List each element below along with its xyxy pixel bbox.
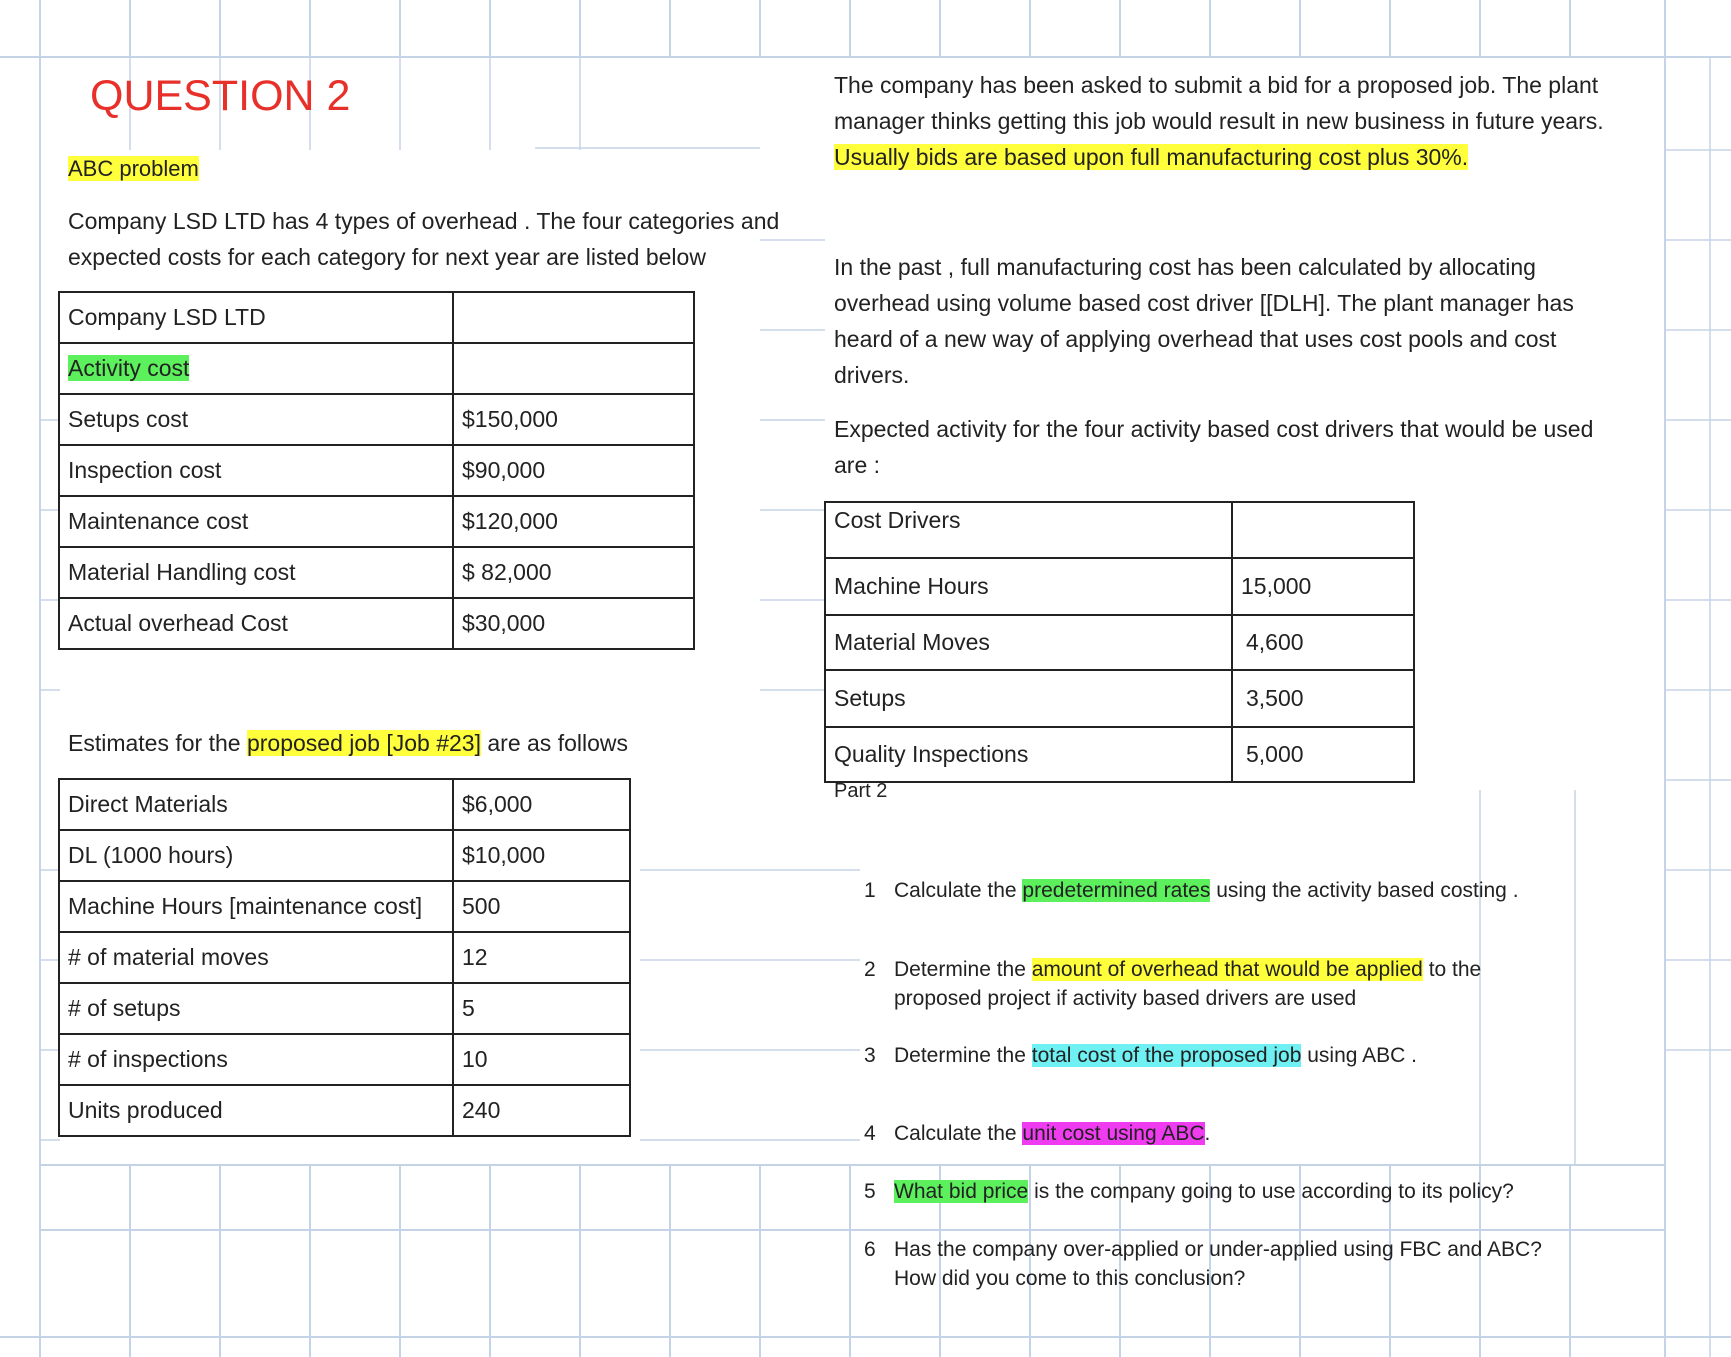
intro-line-2: expected costs for each category for next year are listed below [68,244,706,270]
table-cell-value: $6,000 [453,779,630,830]
table-cell-value: 12 [453,932,630,983]
task-highlight: predetermined rates [1022,879,1211,902]
task-text-post: using the activity based costing . [1210,879,1519,902]
table-cell-value: $150,000 [453,394,694,445]
task-item [864,1235,1564,1295]
task-text-pre: Calculate the [894,1122,1023,1145]
bid-para-line-2: manager thinks getting this job would result in new business in future years. [834,108,1604,134]
task-text-post: . [1204,1122,1211,1145]
table-cell-label: Maintenance cost [59,496,453,547]
task-number: 5 [864,1180,876,1203]
table-cell-value: $10,000 [453,830,630,881]
table-row [59,496,694,547]
table-row [59,983,630,1034]
task-text: Has the company over-applied or under-applied using FBC and ABC? [894,1238,1542,1261]
table-row [825,615,1414,670]
table-cell-label: Machine Hours [825,558,1232,615]
task-text-line-2: proposed project if activity based drivers are used [894,987,1357,1010]
history-para-line-4: drivers. [834,362,910,388]
table-cell-value: 5 [453,983,630,1034]
subtitle-highlight: ABC problem [68,156,199,181]
table-cell-value: 15,000 [1232,558,1414,615]
estimates-highlight: proposed job [Job #23] [246,730,481,756]
task-number: 2 [864,958,876,981]
task-text-pre: Calculate the [894,879,1023,902]
task-item [864,955,1564,1015]
table-cell-value: $30,000 [453,598,694,649]
task-text-post: using ABC . [1301,1044,1417,1067]
table-cell-value: 240 [453,1085,630,1136]
table-row [59,830,630,881]
activity-cost-table [58,291,695,650]
estimates-pre: Estimates for the [68,730,247,756]
job-estimates-table [58,778,631,1137]
task-number: 6 [864,1238,876,1261]
bid-policy-highlight: Usually bids are based upon full manufacturing cost plus 30%. [834,144,1469,170]
task-item [864,876,1564,906]
task-text-pre: Determine the [894,1044,1032,1067]
task-item [864,1177,1564,1207]
table-row [59,598,694,649]
bid-para-line-1: The company has been asked to submit a bid for a proposed job. The plant [834,72,1599,98]
table-row [59,394,694,445]
table-header-cell: Cost Drivers [825,502,1232,558]
task-highlight: amount of overhead that would be applied [1031,958,1423,981]
task-text-post: to the [1422,958,1482,981]
estimates-heading [68,725,628,761]
table-cell-label: Machine Hours [maintenance cost] [59,881,453,932]
table-cell-label: Quality Inspections [825,727,1232,782]
task-text-line-2: How did you come to this conclusion? [894,1267,1246,1290]
task-number: 3 [864,1044,876,1067]
table-cell-label: # of setups [59,983,453,1034]
table-row [59,343,694,394]
table-cell-label: Material Handling cost [59,547,453,598]
table-row [59,292,694,343]
table-cell-value: 10 [453,1034,630,1085]
history-para-line-1: In the past , full manufacturing cost has been calculated by allocating [834,254,1536,280]
table-cell-value: $90,000 [453,445,694,496]
subtitle [68,151,199,187]
task-item [864,1119,1564,1149]
table-cell-value: 5,000 [1232,727,1414,782]
task-number: 1 [864,879,876,902]
table-cell-label: Setups cost [59,394,453,445]
bid-para-line-3 [834,139,1468,175]
task-text-pre: Determine the [894,958,1032,981]
task-item [864,1041,1564,1071]
table-header-cell: Company LSD LTD [59,292,453,343]
table-row [825,502,1414,558]
table-row [825,670,1414,727]
task-highlight: total cost of the proposed job [1031,1044,1302,1067]
activity-para-line-2: are : [834,452,881,478]
history-para-line-3: heard of a new way of applying overhead that uses cost pools and cost [834,326,1557,352]
page-title: QUESTION 2 [90,72,351,120]
task-text [894,1041,1417,1070]
table-cell-label: Material Moves [825,615,1232,670]
table-cell-value: $120,000 [453,496,694,547]
estimates-post: are as follows [480,730,628,756]
task-highlight: What bid price [894,1180,1029,1203]
table-cell-value: $ 82,000 [453,547,694,598]
table-row [59,1034,630,1085]
task-text [894,1177,1514,1206]
table-row [59,881,630,932]
table-cell-label: # of material moves [59,932,453,983]
table-cell [1232,502,1414,558]
table-cell [453,343,694,394]
table-cell-label: Actual overhead Cost [59,598,453,649]
table-section-cell [59,343,453,394]
table-cell-label: Units produced [59,1085,453,1136]
table-cell-value: 3,500 [1232,670,1414,727]
table-cell [453,292,694,343]
table-row [59,779,630,830]
table-row [825,727,1414,782]
task-text-post: is the company going to use according to its policy? [1028,1180,1514,1203]
table-row [59,932,630,983]
task-text [894,955,1481,984]
activity-para-line-1: Expected activity for the four activity based cost drivers that would be used [834,416,1594,442]
part-label: Part 2 [834,780,888,802]
table-row [59,445,694,496]
table-cell-value: 500 [453,881,630,932]
activity-cost-highlight: Activity cost [68,355,190,381]
table-cell-label: DL (1000 hours) [59,830,453,881]
task-highlight: unit cost using ABC [1022,1122,1205,1145]
table-row [59,547,694,598]
task-text [894,1119,1210,1148]
table-cell-label: Direct Materials [59,779,453,830]
cost-drivers-table [824,501,1415,783]
task-text [894,876,1519,905]
table-cell-label: Inspection cost [59,445,453,496]
table-cell-label: # of inspections [59,1034,453,1085]
table-cell-label: Setups [825,670,1232,727]
history-para-line-2: overhead using volume based cost driver [[DLH]. The plant manager has [834,290,1574,316]
table-cell-value: 4,600 [1232,615,1414,670]
table-row [59,1085,630,1136]
task-number: 4 [864,1122,876,1145]
intro-line-1: Company LSD LTD has 4 types of overhead . The four categories and [68,208,780,234]
table-row [825,558,1414,615]
